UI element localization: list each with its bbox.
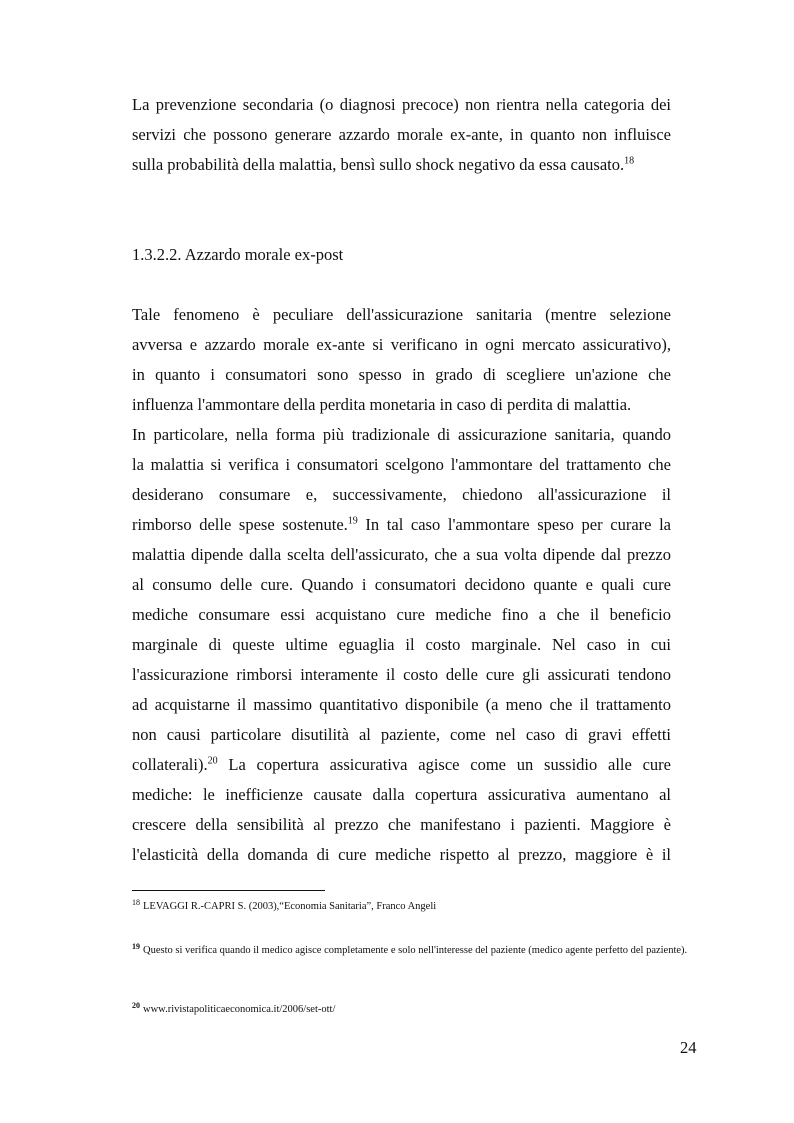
footnote-ref[interactable]: 19 — [347, 515, 358, 527]
section-heading: 1.3.2.2. Azzardo morale ex-post — [132, 245, 344, 264]
paragraph-line: desiderano consumare e, successivamente, chiedono all'assicurazione il — [132, 485, 671, 504]
footnote-ref[interactable]: 20 — [207, 755, 218, 767]
paragraph-line: La prevenzione secondaria (o diagnosi precoce) non rientra nella categoria dei — [132, 95, 671, 114]
footnote-number: 19 — [132, 941, 140, 951]
paragraph-line: influenza l'ammontare della perdita monetaria in caso di perdita di malattia. — [132, 395, 632, 414]
footnote — [132, 943, 702, 959]
footnote-text: LEVAGGI R.-CAPRI S. (2003),“Economia Sanitaria”, Franco Angeli — [143, 901, 437, 912]
paragraph-line: avversa e azzardo morale ex-ante si verificano in ogni mercato assicurativo), — [132, 335, 671, 354]
paragraph-line: in quanto i consumatori sono spesso in grado di scegliere un'azione che — [132, 365, 671, 384]
paragraph-line — [132, 755, 671, 775]
paragraph-line: ad acquistarne il massimo quantitativo disponibile (a meno che il trattamento — [132, 695, 671, 714]
paragraph-line — [132, 515, 671, 535]
footnote-ref[interactable]: 18 — [624, 155, 635, 167]
footnote-separator — [132, 890, 325, 891]
page-number: 24 — [680, 1038, 697, 1057]
paragraph-line: Tale fenomeno è peculiare dell'assicurazione sanitaria (mentre selezione — [132, 305, 671, 324]
paragraph-text: In tal caso l'ammontare speso per curare la — [357, 515, 671, 534]
paragraph-line: non causi particolare disutilità al paziente, come nel caso di gravi effetti — [132, 725, 671, 744]
paragraph-text: collaterali). — [132, 755, 208, 774]
paragraph-line: marginale di queste ultime eguaglia il costo marginale. Nel caso in cui — [132, 635, 671, 654]
paragraph-line: mediche consumare essi acquistano cure mediche fino a che il beneficio — [132, 605, 671, 624]
paragraph-text: sulla probabilità della malattia, bensì sullo shock negativo da essa causato. — [132, 155, 625, 174]
footnote-link[interactable]: www.rivistapoliticaeconomica.it/2006/set-ott/ — [143, 1004, 336, 1015]
footnote — [132, 1002, 702, 1018]
paragraph-line: al consumo delle cure. Quando i consumatori decidono quante e quali cure — [132, 575, 671, 594]
paragraph-line: malattia dipende dalla scelta dell'assicurato, che a sua volta dipende dal prezzo — [132, 545, 671, 564]
paragraph-line: servizi che possono generare azzardo morale ex-ante, in quanto non influisce — [132, 125, 671, 144]
footnote-number: 18 — [132, 897, 140, 907]
paragraph-line: mediche: le inefficienze causate dalla copertura assicurativa aumentano al — [132, 785, 671, 804]
footnote-text: Questo si verifica quando il medico agisce completamente e solo nell'interesse del paziente (medico agente perfetto del paziente). — [143, 945, 688, 956]
paragraph-text: La copertura assicurativa agisce come un sussidio alle cure — [217, 755, 671, 774]
paragraph-line: In particolare, nella forma più tradizionale di assicurazione sanitaria, quando — [132, 425, 671, 444]
paragraph-line: l'assicurazione rimborsi interamente il costo delle cure gli assicurati tendono — [132, 665, 671, 684]
footnote — [132, 899, 702, 915]
footnote-number: 20 — [132, 1000, 140, 1010]
paragraph-line: la malattia si verifica i consumatori scelgono l'ammontare del trattamento che — [132, 455, 671, 474]
paragraph-text: rimborso delle spese sostenute. — [132, 515, 348, 534]
paragraph-line: crescere della sensibilità al prezzo che manifestano i pazienti. Maggiore è — [132, 815, 671, 834]
paragraph-line — [132, 155, 671, 175]
paragraph-line: l'elasticità della domanda di cure mediche rispetto al prezzo, maggiore è il — [132, 845, 671, 864]
